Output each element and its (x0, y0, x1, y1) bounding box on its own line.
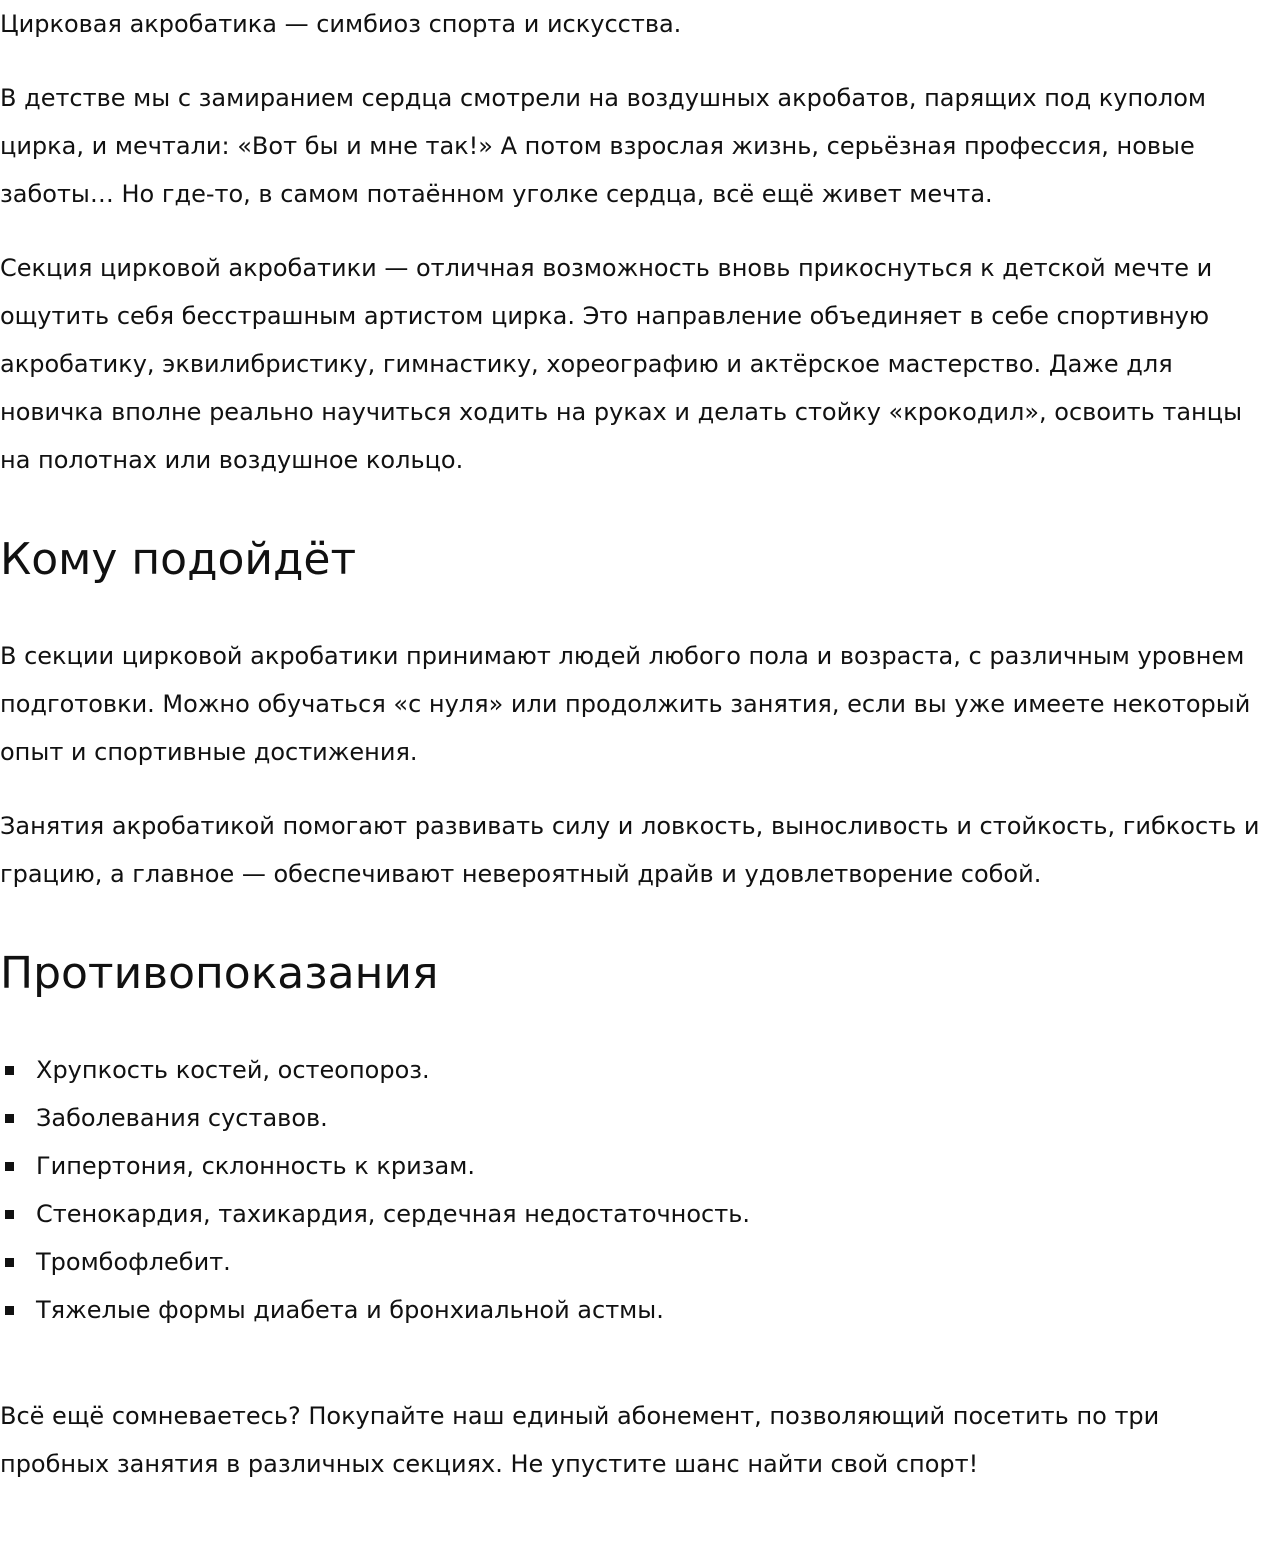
list-item (0, 1190, 1270, 1238)
square-bullet-icon (5, 1210, 14, 1219)
square-bullet-icon (5, 1162, 14, 1171)
list-item (0, 1094, 1270, 1142)
list-item (0, 1238, 1270, 1286)
list-item-text: Тяжелые формы диабета и бронхиальной астмы. (36, 1296, 664, 1324)
list-item-text: Заболевания суставов. (36, 1104, 328, 1132)
list-item-text: Стенокардия, тахикардия, сердечная недостаточность. (36, 1200, 750, 1228)
list-item (0, 1142, 1270, 1190)
intro-paragraph-2: Секция цирковой акробатики — отличная возможность вновь прикоснуться к детской мечте и ощутить себя бесстрашным артистом цирка. Это направление объединяет в себе спортивную акробатику, эквилибристику, гимнастику, хореографию и актёрское мастерство. Даже для новичка вполне реально научиться ходить на руках и делать стойку «крокодил», освоить танцы на полотнах или воздушное кольцо. (0, 254, 1243, 474)
intro-lead: Цирковая акробатика — симбиоз спорта и искусства. (0, 10, 682, 38)
intro-paragraph-1: В детстве мы с замиранием сердца смотрели на воздушных акробатов, парящих под куполом цирка, и мечтали: «Вот бы и мне так!» А потом взрослая жизнь, серьёзная профессия, новые заботы… Но где-то, в самом потаённом уголке сердца, всё ещё живет мечта. (0, 84, 1206, 208)
square-bullet-icon (5, 1114, 14, 1123)
who-fits-paragraph-2: Занятия акробатикой помогают развивать силу и ловкость, выносливость и стойкость, гибкость и грацию, а главное — обеспечивают невероятный драйв и удовлетворение собой. (0, 812, 1260, 888)
square-bullet-icon (5, 1066, 14, 1075)
cta-paragraph: Всё ещё сомневаетесь? Покупайте наш единый абонемент, позволяющий посетить по три пробных занятия в различных секциях. Не упустите шанс найти свой спорт! (0, 1402, 1160, 1478)
who-fits-paragraph-1: В секции цирковой акробатики принимают людей любого пола и возраста, с различным уровнем подготовки. Можно обучаться «с нуля» или продолжить занятия, если вы уже имеете некоторый опыт и спортивные достижения. (0, 642, 1251, 766)
square-bullet-icon (5, 1258, 14, 1267)
square-bullet-icon (5, 1306, 14, 1315)
heading-who-fits: Кому подойдёт (0, 534, 357, 585)
heading-contraindications: Противопоказания (0, 948, 439, 999)
list-item (0, 1046, 1270, 1094)
list-item (0, 1286, 1270, 1334)
list-item-text: Гипертония, склонность к кризам. (36, 1152, 475, 1180)
contraindications-list (0, 1046, 1270, 1334)
list-item-text: Тромбофлебит. (36, 1248, 231, 1276)
list-item-text: Хрупкость костей, остеопороз. (36, 1056, 430, 1084)
